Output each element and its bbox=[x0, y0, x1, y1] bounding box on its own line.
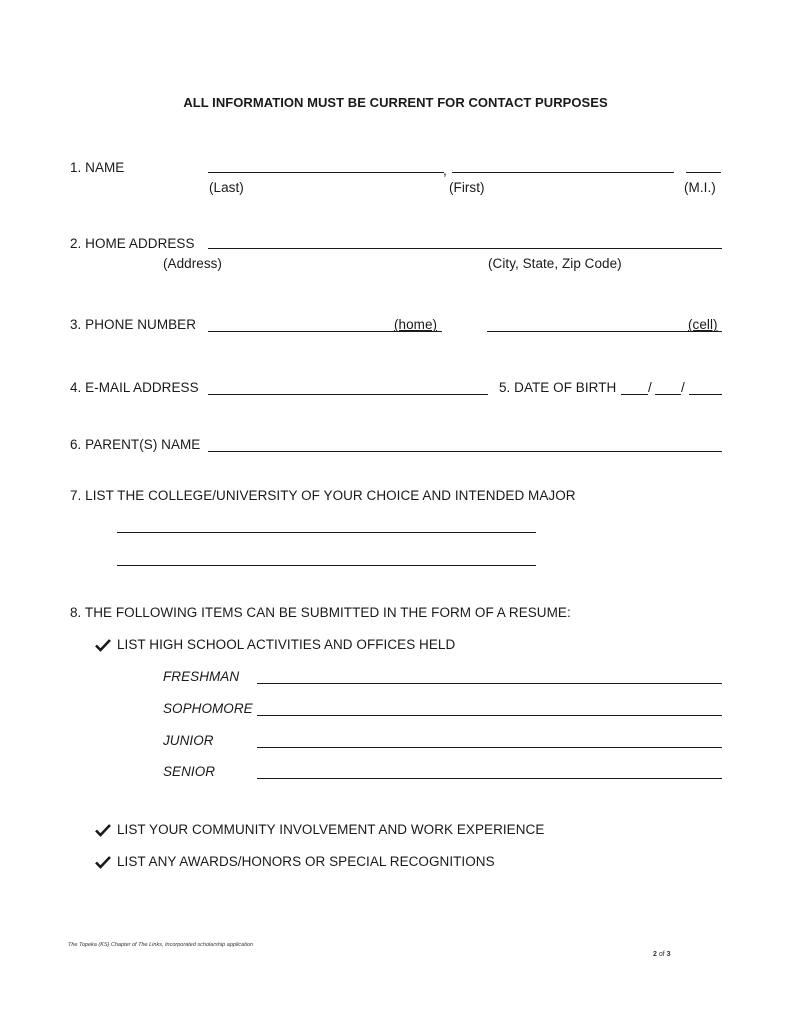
awards-label: LIST ANY AWARDS/HONORS OR SPECIAL RECOGNITIONS bbox=[117, 854, 495, 869]
dob-day-field[interactable] bbox=[655, 394, 681, 395]
sophomore-field[interactable] bbox=[257, 715, 722, 716]
sophomore-label: SOPHOMORE bbox=[163, 701, 253, 716]
first-name-caption: (First) bbox=[449, 180, 485, 195]
dob-year-field[interactable] bbox=[689, 394, 722, 395]
last-name-field[interactable] bbox=[208, 172, 444, 173]
last-name-caption: (Last) bbox=[209, 180, 244, 195]
cell-phone-caption: (cell) bbox=[688, 317, 718, 332]
page-title: ALL INFORMATION MUST BE CURRENT FOR CONTACT PURPOSES bbox=[183, 95, 608, 110]
footer-text: The Topeka (KS) Chapter of The Links, Incorporated scholarship application bbox=[68, 942, 254, 948]
phone-number-label: 3. PHONE NUMBER bbox=[70, 317, 197, 332]
page-number bbox=[653, 951, 671, 958]
address-caption: (Address) bbox=[163, 256, 222, 271]
activities-label: LIST HIGH SCHOOL ACTIVITIES AND OFFICES HELD bbox=[117, 637, 456, 652]
parents-name-field[interactable] bbox=[208, 451, 722, 452]
college-label: 7. LIST THE COLLEGE/UNIVERSITY OF YOUR CHOICE AND INTENDED MAJOR bbox=[70, 488, 576, 503]
home-address-field[interactable] bbox=[208, 248, 722, 249]
home-phone-caption: (home) bbox=[394, 317, 438, 332]
middle-initial-field[interactable] bbox=[686, 172, 721, 173]
middle-initial-caption: (M.I.) bbox=[684, 180, 716, 195]
junior-field[interactable] bbox=[257, 747, 722, 748]
freshman-label: FRESHMAN bbox=[163, 669, 240, 684]
city-state-zip-caption: (City, State, Zip Code) bbox=[488, 256, 622, 271]
junior-label: JUNIOR bbox=[163, 733, 214, 748]
senior-label: SENIOR bbox=[163, 764, 216, 779]
page-of: of bbox=[658, 951, 665, 958]
community-label: LIST YOUR COMMUNITY INVOLVEMENT AND WORK EXPERIENCE bbox=[117, 822, 545, 837]
first-name-field[interactable] bbox=[452, 172, 674, 173]
parents-name-label: 6. PARENT(S) NAME bbox=[70, 437, 201, 452]
senior-field[interactable] bbox=[257, 778, 722, 779]
college-field-2[interactable] bbox=[117, 565, 536, 566]
email-label: 4. E-MAIL ADDRESS bbox=[70, 380, 199, 395]
dob-slash-2: / bbox=[681, 380, 685, 395]
cell-phone-field[interactable] bbox=[487, 331, 722, 332]
email-field[interactable] bbox=[208, 394, 488, 395]
college-field-1[interactable] bbox=[117, 532, 536, 533]
page-current: 2 bbox=[653, 951, 657, 958]
dob-slash-1: / bbox=[648, 380, 652, 395]
name-comma: , bbox=[443, 163, 447, 178]
check-icon bbox=[95, 638, 111, 652]
resume-label: 8. THE FOLLOWING ITEMS CAN BE SUBMITTED IN THE FORM OF A RESUME: bbox=[70, 605, 571, 620]
home-address-label: 2. HOME ADDRESS bbox=[70, 236, 195, 251]
dob-month-field[interactable] bbox=[621, 394, 648, 395]
date-of-birth-label: 5. DATE OF BIRTH bbox=[499, 380, 617, 395]
check-icon bbox=[95, 855, 111, 869]
name-label: 1. NAME bbox=[70, 160, 125, 175]
freshman-field[interactable] bbox=[257, 683, 722, 684]
check-icon bbox=[95, 823, 111, 837]
page-total: 3 bbox=[666, 951, 671, 958]
